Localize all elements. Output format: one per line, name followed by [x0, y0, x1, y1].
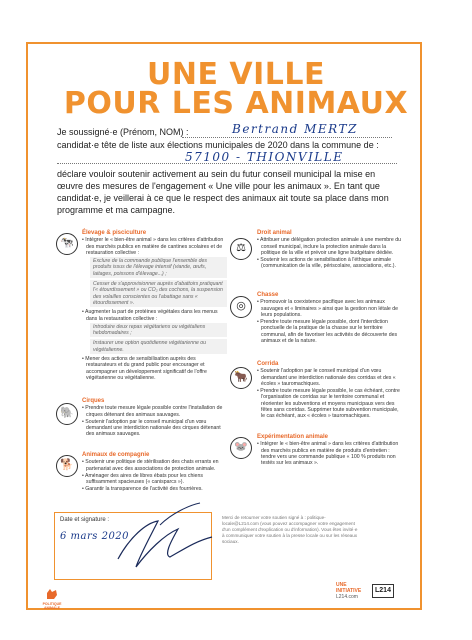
list-subitem: Cesser de s'approvisionner auprès d'abattoirs pratiquant l'« étourdissement » ou CO₂ des cochons, la suspension des volailles conscientes ou l'abattage sans « étourdissement ». — [90, 280, 227, 307]
signature-date: 6 mars 2020 — [60, 531, 130, 542]
pet-icon: 🐕 — [56, 455, 78, 477]
signer-value[interactable]: Bertrand MERTZ — [232, 122, 358, 136]
list-item: • Prendre toute mesure légale possible, dont l'interdiction ponctuelle de la pratique de la chasse sur le territoire communal, afin de favoriser les activités de découverte des animaux et de la nature. — [257, 319, 398, 345]
section-droit-animal — [257, 229, 402, 270]
bull-icon: 🐂 — [230, 367, 252, 389]
list-item: • Augmenter la part de protéines végétales dans les menus dans la restauration collective : — [82, 309, 218, 322]
list-item: • Promouvoir la coexistence pacifique avec les animaux sauvages et « liminaires » ainsi que la gestion non létale de leurs populations. — [257, 299, 398, 318]
section-heading: Chasse — [257, 292, 279, 298]
list-subitem: Instaurer une option quotidienne végétarienne ou végétalienne. — [90, 339, 227, 354]
section-heading: Expérimentation animale — [257, 434, 329, 440]
list-item: • Soutenir l'adoption par le conseil municipal d'un vœu demandant une interdiction nationale des cirques détenant des animaux sauvages. — [82, 418, 221, 438]
list-item: • Soutenir les actions de sensibilisation à l'éthique animale (communication de la ville, périscolaire, associations, etc.). — [257, 257, 396, 270]
list-item: • Soutenir une politique de stérilisation des chats errants en partenariat avec des associations de protection animale. — [82, 459, 219, 472]
list-subitem: Exclure de la commande publique l'ensemble des produits issus de l'élevage intensif (viande, œufs, laitages, poissons d'élevage...) ; — [90, 257, 227, 278]
list-item: • Attribuer une délégation protection animale à une membre du conseil municipal, inclure la protection animale dans la politique de la ville et prévoir une ligne budgétaire dédiée. — [257, 237, 401, 256]
handwritten-signature — [100, 497, 220, 577]
section-heading: Élevage & pisciculture — [82, 230, 147, 236]
list-item: • Intégrer le « bien-être animal » dans les critères d'attribution des marchés publics en matière de cantines scolaires et de restauration collective : — [82, 237, 224, 256]
list-item: • Intégrer le « bien-être animal » dans les critères d'attribution des marchés publics en matière de produits d'entretien : tendre vers une commande publique « 100 % produits non testés sur les animaux ». — [257, 441, 399, 467]
list-item: • Mener des actions de sensibilisation auprès des restaurateurs et du grand public pour encourager et accompagner un développement significatif de l'offre végétarienne ou végétalienne. — [82, 356, 207, 381]
list-item: • Garantir la transparence de l'activité des fourrières. — [82, 486, 203, 493]
candidate-label: candidat·e tête de liste aux élections municipales de 2020 dans la commune de : — [57, 140, 379, 150]
title-line-2: POUR LES ANIMAUX — [63, 86, 409, 121]
list-item: • Aménager des aires de libres ébats pour les chiens suffisamment spacieuses (« canisparcs »). — [82, 472, 203, 486]
target-icon: ◎ — [230, 296, 252, 318]
signature-label: Date et signature : — [60, 517, 110, 523]
title-line-1: UNE VILLE — [146, 57, 325, 92]
signer-label: Je soussigné·e (Prénom, NOM) : — [57, 127, 189, 137]
list-item: • Prendre toute mesure légale possible, le cas échéant, contre l'organisation de corridas sur le territoire communal et réorienter les subventions et moyens municipaux vers des fêtes sans corridas. Supprimer toute subvention municipale, le cas échéant, aux « écoles » tauromachiques. — [257, 388, 400, 420]
list-item: • Soutenir l'adoption par le conseil municipal d'un vœu demandant une interdiction nationale des corridas et des « écoles » tauromachiques. — [257, 368, 396, 387]
lab-animal-icon: 🐭 — [230, 437, 252, 459]
section-heading: Corrida — [257, 361, 279, 367]
signer-line — [182, 137, 392, 138]
elephant-icon: 🐘 — [56, 403, 78, 425]
section-heading: Cirques — [82, 398, 105, 404]
commune-value[interactable]: 57100 - THIONVILLE — [185, 150, 344, 164]
l214-badge: L214 — [372, 584, 394, 598]
section-corrida — [257, 360, 402, 420]
gavel-icon: ⚖ — [230, 238, 252, 260]
section-experimentation — [257, 433, 402, 466]
section-elevage — [82, 229, 227, 381]
political-animal-logo: POLITIQUE ANIMALE — [40, 587, 64, 610]
section-cirques — [82, 397, 227, 438]
declaration-text: déclare vouloir soutenir activement au sein du futur conseil municipal la mise en œuvre des mesures de l'engagement « Une ville pour les animaux ». En tant que candidat·e, je veillerai à ce que le respect des animaux ait toute sa place dans mon programme et ma campagne. — [57, 169, 389, 215]
list-subitem: Introduire deux repas végétariens ou végétaliens hebdomadaires ; — [90, 323, 227, 338]
list-item: • Prendre toute mesure légale possible contre l'installation de cirques détenant des animaux sauvages. — [82, 405, 223, 418]
farm-animal-icon: 🐄 — [56, 233, 78, 255]
rooster-icon — [44, 587, 60, 601]
initiative-logo: UNE INITIATIVE L214.com — [336, 582, 362, 600]
info-text: Merci de retourner votre soutien signé à : politique-locale@L214.com (vous pouvez accompagner votre engagement d'un complément d'explication ou d'information). Vous êtes invité·e à communiquer votre soutien à la presse locale ou sur les réseaux sociaux. — [222, 515, 358, 544]
section-chasse — [257, 291, 402, 344]
section-heading: Animaux de compagnie — [82, 452, 150, 458]
section-heading: Droit animal — [257, 230, 292, 236]
section-animaux-compagnie — [82, 451, 227, 493]
